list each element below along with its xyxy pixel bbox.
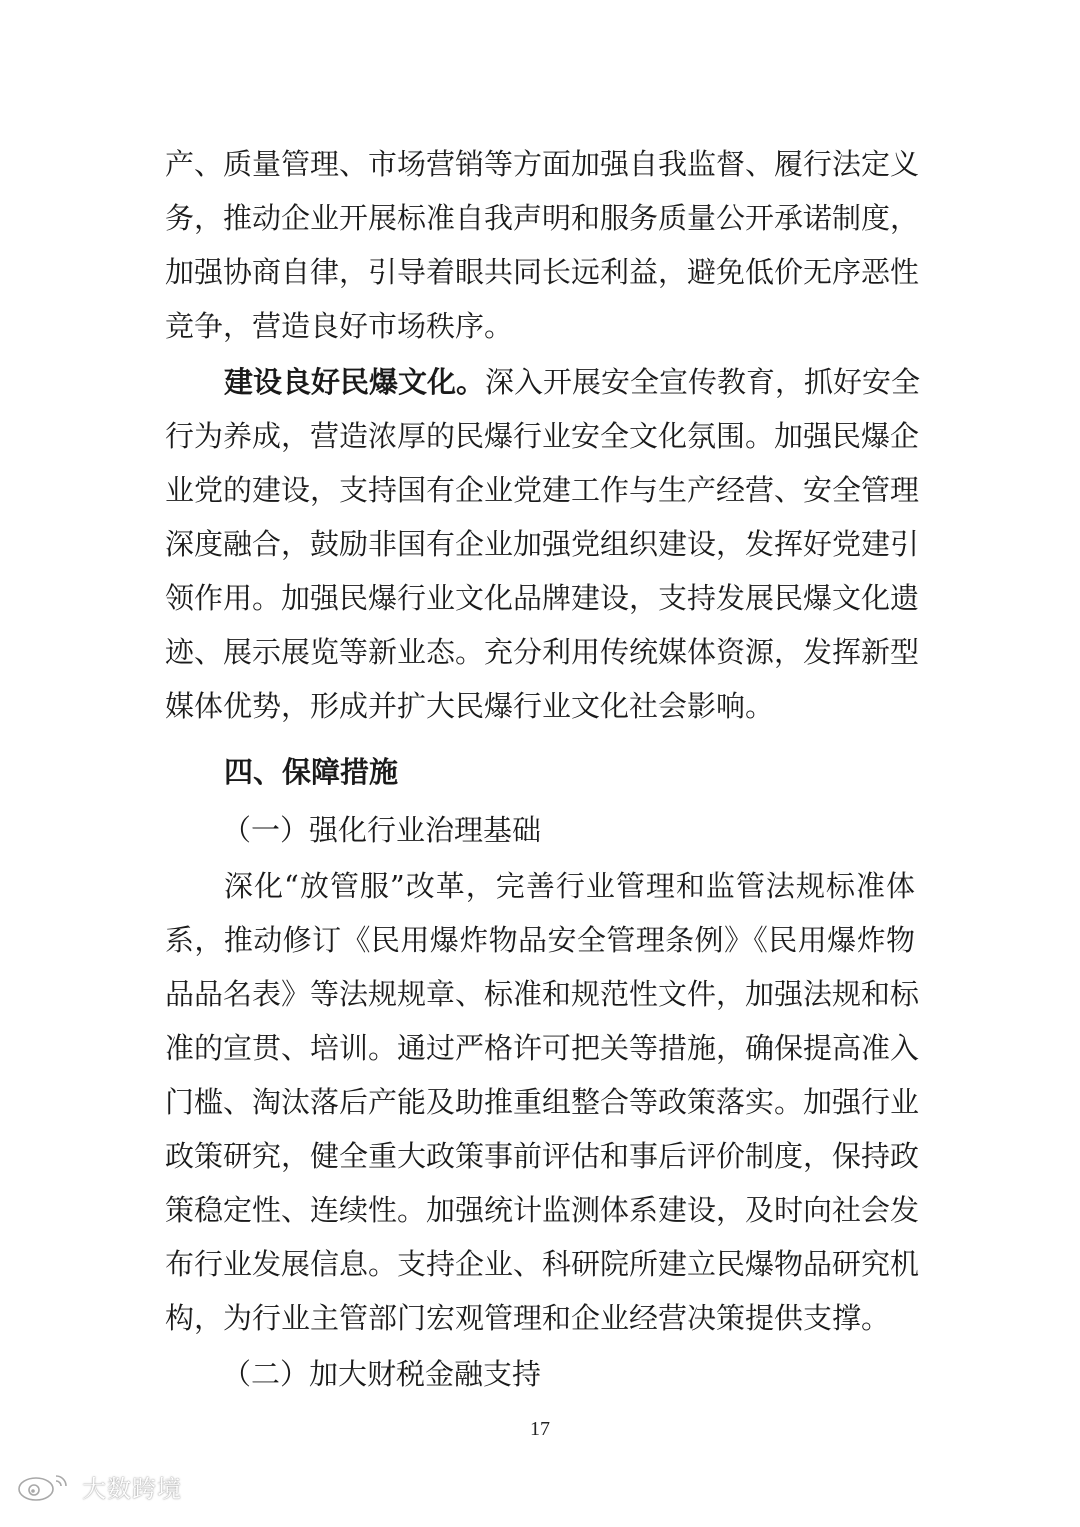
paragraph-first-line: [224, 362, 921, 402]
paragraph-line: 系，推动修订《民用爆炸物品安全管理条例》《民用爆炸物: [165, 923, 915, 957]
section-heading: 四、保障措施: [224, 755, 399, 789]
paragraph-line: 构，为行业主管部门宏观管理和企业经营决策提供支撑。: [165, 1301, 891, 1335]
paragraph-line: 领作用。加强民爆行业文化品牌建设，支持发展民爆文化遗: [165, 581, 920, 615]
paragraph-line: 业党的建设，支持国有企业党建工作与生产经营、安全管理: [165, 473, 920, 507]
paragraph-line: 产、质量管理、市场营销等方面加强自我监督、履行法定义: [165, 147, 920, 181]
paragraph-line: 准的宣贯、培训。通过严格许可把关等措施，确保提高准入: [165, 1031, 920, 1065]
subsection-heading: （一）强化行业治理基础: [222, 813, 542, 847]
subsection-heading: （二）加大财税金融支持: [222, 1357, 542, 1391]
paragraph-line: 深度融合，鼓励非国有企业加强党组织建设，发挥好党建引: [165, 527, 920, 561]
paragraph-line: 媒体优势，形成并扩大民爆行业文化社会影响。: [165, 689, 775, 723]
paragraph-line: 迹、展示展览等新业态。充分利用传统媒体资源，发挥新型: [165, 635, 920, 669]
paragraph-line: 政策研究，健全重大政策事前评估和事后评价制度，保持政: [165, 1139, 920, 1173]
paragraph-line: 加强协商自律，引导着眼共同长远利益，避免低价无序恶性: [165, 255, 920, 289]
paragraph-lead: 建设良好民爆文化。: [224, 365, 486, 399]
paragraph-line: 品品名表》等法规规章、标准和规范性文件，加强法规和标: [165, 977, 920, 1011]
page-number: 17: [530, 1418, 550, 1440]
paragraph-line: 行为养成，营造浓厚的民爆行业安全文化氛围。加强民爆企: [165, 419, 920, 453]
paragraph-line: 竞争，营造良好市场秩序。: [165, 309, 514, 343]
paragraph-line: 务，推动企业开展标准自我声明和服务质量公开承诺制度，: [165, 201, 920, 235]
paragraph-line: 策稳定性、连续性。加强统计监测体系建设，及时向社会发: [165, 1193, 920, 1227]
paragraph-text: 深入开展安全宣传教育，抓好安全: [485, 365, 921, 399]
paragraph-line: 深化“放管服”改革，完善行业管理和监管法规标准体: [224, 869, 915, 903]
paragraph-line: 门槛、淘汰落后产能及助推重组整合等政策落实。加强行业: [165, 1085, 920, 1119]
paragraph-line: 布行业发展信息。支持企业、科研院所建立民爆物品研究机: [165, 1247, 920, 1281]
weibo-logo-icon: [16, 1470, 74, 1502]
watermark-text: 大数跨境: [82, 1474, 182, 1503]
watermark: [16, 1466, 182, 1506]
